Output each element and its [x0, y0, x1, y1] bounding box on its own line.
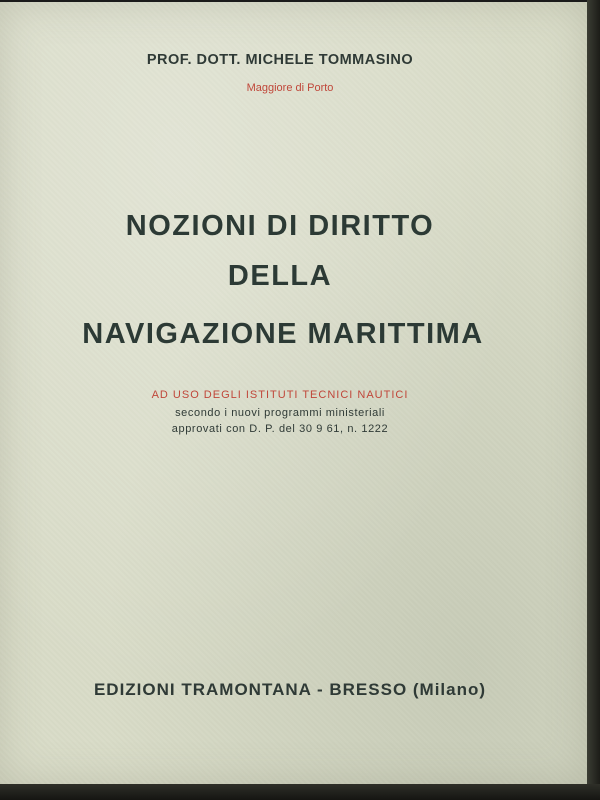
title-line-1: NOZIONI DI DIRITTO — [125, 210, 435, 242]
book-cover — [0, 2, 587, 784]
title-line-3: NAVIGAZIONE MARITTIMA — [82, 318, 484, 350]
publisher-line: EDIZIONI TRAMONTANA - BRESSO (Milano) — [93, 680, 487, 699]
title-line-2: DELLA — [227, 260, 333, 292]
author-name: PROF. DOTT. MICHELE TOMMASINO — [146, 52, 414, 68]
book-edge-bottom — [0, 784, 600, 800]
author-rank: Maggiore di Porto — [246, 82, 334, 94]
program-line-2: approvati con D. P. del 30 9 61, n. 1222 — [171, 423, 389, 435]
usage-note: AD USO DEGLI ISTITUTI TECNICI NAUTICI — [151, 389, 409, 401]
book-edge-right — [587, 0, 600, 800]
program-line-1: secondo i nuovi programmi ministeriali — [175, 407, 385, 419]
